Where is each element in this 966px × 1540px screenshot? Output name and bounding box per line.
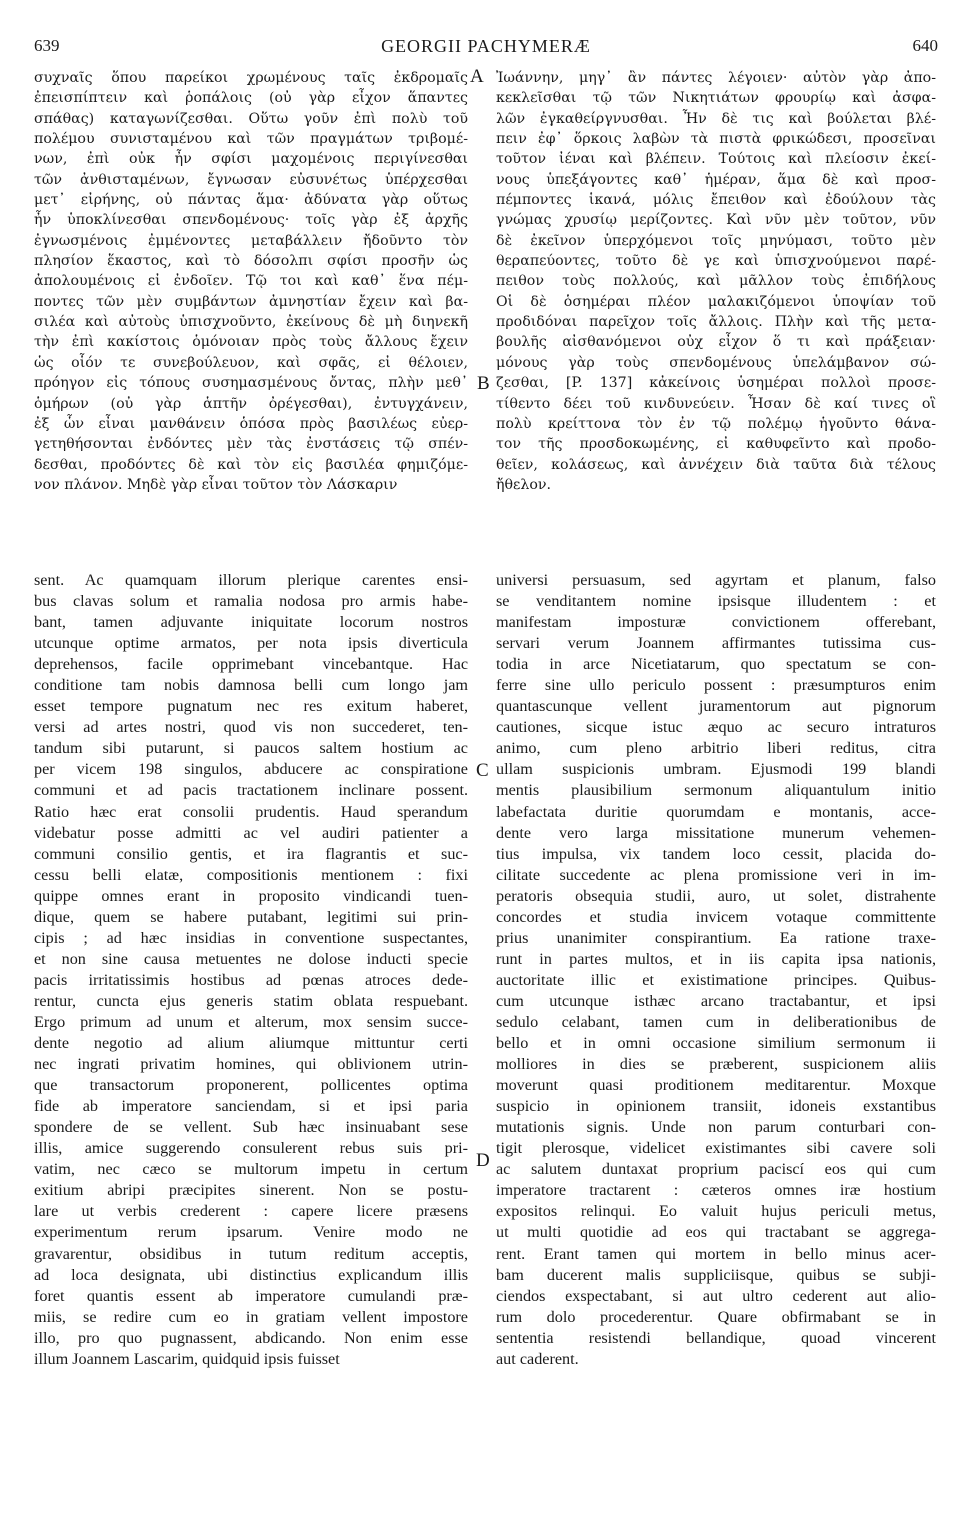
text-line: videbatur posse admitti ac vel audiri patienter a [34,823,468,842]
text-line: μετ᾽ εἰρήνης, οὐ πάντας ἅμα· ἀδύνατα γὰρ οὕτως [34,192,468,209]
text-line: bam ducerent malis suppliciisque, quibus se subji- [496,1265,936,1284]
text-line: ciendos exspectabant, si aut ultro cederent aut alio- [496,1286,936,1305]
text-line: mentis plausibilium sermonum aliquantulum initio [496,781,936,800]
text-line: μόνους γὰρ τοὺς σπενδομένους ὑπελάμβανον σώ- [496,354,936,371]
text-line: tandum sibi putarunt, si paucos saltem hostium ac [34,739,468,758]
text-line: πρόηγον εἰς τόπους συσημασμένους ὄντας, πλὴν μεθ᾽ [34,375,468,392]
text-line: συχναῖς ὅπου παρείκοι χρωμένους ταῖς ἐκδρομαῖς [34,70,468,86]
text-line: et non sine causa metuentes ne dolose inducti specie [34,949,468,968]
text-line: moverunt quasi proditionem meditarentur. Moxque [496,1076,936,1095]
text-line: τίθεντο δέει τοῦ κινδυνεύειν. Ἦσαν δὲ καί τινες οἳ [496,395,936,412]
text-line: nec ingrati privatim homines, qui oblivionem utrin- [34,1055,468,1074]
text-line: ὡς οἷόν τε συνεβούλευον, καὶ σφᾶς, εἰ θέλοιεν, [34,354,468,371]
text-line: cautiones, sicque istuc æquo ac securo intraturos [496,718,936,737]
text-line: quippe omnes erant in proposito vindicandi tuen- [34,886,468,905]
text-line: προδιδόναι παρεῖχον τοῖς ἄλλοις. Πλὴν καὶ τῆς μετα- [496,314,936,331]
text-line: τον τῆς προσδοκωμένης, εἰ καθυφεῖντο καὶ προδο- [496,436,936,453]
text-line: νων, ἐπὶ οὐκ ἦν σφίσι μαχομένοις περιγίνεσθαι [34,151,468,168]
text-line: spondere de se vellent. Sub hæc insinuabant sese [34,1118,468,1137]
text-line: lare ut verbis crederent : capere licere præsens [34,1202,468,1221]
text-line: dique, quem se habere putabant, legitimi sui prin- [34,907,468,926]
text-line: bant, tamen adjuvante iniquitate locorum nostros [34,613,468,632]
text-line: ἐξ ὧν εἶναι μανθάνειν ὁπόσα πρὸς βασιλέως εὐερ- [34,415,468,432]
text-line: rum dolo procederentur. Quare obfirmabant se in [496,1307,936,1326]
text-line: γετηθήσονται ἐνδόντες μὲν τὰς ἐνστάσεις τῷ σπέν- [34,436,468,453]
text-line: que transactorum proponerent, pollicentes optima [34,1076,468,1095]
text-line: quantascunque vellent juramentorum aut pignorum [496,697,936,716]
text-line: γνώμας χρυσίῳ μερίζοντες. Καὶ νῦν μὲν τοῦτον, νῦν [496,212,936,229]
text-line: τὴν ἐπὶ κακίστοις ὁμόνοιαν πρὸς τοὺς ἄλλους ἔχειν [34,334,468,351]
text-line: ferre sine ullo periculo possent : præsumpturos enim [496,676,936,695]
text-line: ἤθελον. [496,476,552,493]
text-line: exitium abripi præcipites sinerent. Non se postu- [34,1181,468,1200]
text-line: cessu belli elatæ, compositionis mentionem : fixi [34,865,468,884]
text-line: vatim, nec cæco se multorum impetu in certum [34,1160,468,1179]
text-line: illum Joannem Lascarim, quidquid ipsis fuisset [34,1349,340,1368]
text-line: communi consilio gentis, et ira flagrantis et suc- [34,844,468,863]
text-line: ac salutem duntaxat proprium paciscí eos qui cum [496,1160,936,1179]
text-line: νον πλάνον. Μηδὲ γὰρ εἶναι τοῦτον τὸν Λάσκαριν [34,476,398,493]
text-line: sententia resistendi bellandique, quoad vincerent [496,1328,936,1347]
text-line: se venditantem nomine ipsisque illudentem : et [496,592,936,611]
text-line: θεῖεν, κολάσεως, καὶ ἀννέχειν διὰ ταῦτα διὰ τέλους [496,456,936,473]
text-line: fide ab imperatore sanciendam, si et ipsi paria [34,1097,468,1116]
text-line: molliores in dies se præberent, suspicionem aliis [496,1055,936,1074]
text-line: Ἰωάννην, μηγ᾽ ἂν πάντες λέγοιεν· αὐτὸν γὰρ ἀπο- [496,70,936,86]
text-line: conditione tam nobis damnosa belli cum longo jam [34,676,468,695]
text-line: pacis irritatissimis hostibus ad pœnas atroces dede- [34,970,468,989]
text-line: rent. Erant tamen qui mortem in bello minus acer- [496,1244,936,1263]
margin-marker-d: D [476,1150,490,1171]
text-line: Ergo primum ad unum et alterum, mox sensim succe- [34,1012,468,1031]
text-line: τοῦτον ἰέναι καὶ βλέπειν. Τούτοις καὶ πλείοσιν ἐκεί- [496,151,936,168]
text-line: gravarentur, obsidibus in tutum reditum acceptis, [34,1244,468,1263]
latin-text-right-column [496,570,936,1370]
text-line: πειθον τοὺς πολλούς, καὶ μᾶλλον τοὺς ἐπιδήλους [496,273,936,290]
text-line: per vicem 198 singulos, abducere ac conspiratione [34,760,468,779]
text-line: πολέμου συνισταμένου καὶ τῶν πραγμάτων τριβομέ- [34,131,468,148]
text-line: νους ὑπεξάγοντες καθ᾽ ἡμέραν, ἅμα δὲ καὶ προσ- [496,171,936,188]
text-line: dente vero larga missitatione munerum vehemen- [496,823,936,842]
text-line: πολὺ κρείττονα τὸν ἐν τῷ πολέμῳ ἡγοῦντο θάνα- [496,415,936,432]
text-line: σπάθας) καταγωνίζεσθαι. Οὕτω γοῦν ἐπὶ πολὺ τοῦ [34,110,468,127]
text-line: tius impulsa, vix tandem loco cessit, placida do- [496,844,936,863]
text-line: ποντες τῶν μὲν συμβάντων ἀμνηστίαν ἔχειν καὶ βα- [34,293,468,310]
page-header [34,36,938,60]
text-line: peratoris obsequia studii, auro, ut solet, distrahente [496,886,936,905]
text-line: σιλέα καὶ αὐτοὺς ὑπισχνοῦντο, ἐκείνους δὲ μὴ διηνεκῆ [34,314,468,331]
text-line: ut multi quotidie ad eos qui tractabant se aggrega- [496,1223,936,1242]
text-line: prius unanimiter conspirantium. Ea ratione traxe- [496,928,936,947]
text-line: todia in arce Nicetiatarum, quo spectatum se con- [496,655,936,674]
text-line: experimentum rerum ipsarum. Venire modo ne [34,1223,468,1242]
text-line: cipis ; ad hæc insidias in conventione suspectantes, [34,928,468,947]
text-line: cilitate succedente ac plena promissione veri in im- [496,865,936,884]
text-line: versi ad artes nostri, quod vis non succederet, ten- [34,718,468,737]
text-line: Ratio hæc erat consolii prudentis. Haud sperandum [34,802,468,821]
greek-text-right-column [496,68,936,495]
text-line: ad loca designata, ubi distinctius explicandum illis [34,1265,468,1284]
text-line: πέμποντες ἱκανά, μόλις ἔπειθον καὶ ἐδούλουν τὰς [496,192,936,209]
text-line: deprehensos, facile opprimebant vincebantque. Hac [34,655,468,674]
text-line: ἐπεισπίπτειν καὶ ῥοπάλοις (οὐ γὰρ εἶχον ἅπαντες [34,90,468,107]
text-line: bus clavas solum et ramalia nodosa pro armis habe- [34,592,468,611]
text-line: ζεσθαι, [P. 137] κἀκείνοις ὑσημέραι πολλοὶ προσε- [496,375,936,392]
text-line: concordes et studia invicem votaque committente [496,907,936,926]
text-line: κεκλεῖσθαι τῷ τῶν Νικητιάτων φρουρίῳ καὶ ἀσφα- [496,90,936,107]
text-line: labefactata duritie quorumdam e montanis, acce- [496,802,936,821]
text-line: suspicio in opinionem transiit, idoneis exstantibus [496,1097,936,1116]
margin-marker-a: A [470,66,484,87]
text-line: ἀπολουμένοις εἰ ἐνδοῖεν. Τῷ τοι καὶ καθ᾽ ἕνα πέμ- [34,273,468,290]
latin-text-left-column [34,570,468,1370]
text-line: animo, cum pleno arbitrio liberi reditus, citra [496,739,936,758]
text-line: tigit plerosque, videlicet existimantes sibi cavere soli [496,1139,936,1158]
text-line: mutationis signis. Unde non parum conturbari con- [496,1118,936,1137]
greek-text-left-column [34,68,468,495]
text-line: manifestam imposturæ convictionem offerebant, [496,613,936,632]
text-line: sedulo celabant, tamen cum in deliberationibus de [496,1012,936,1031]
text-line: sent. Ac quamquam illorum plerique carentes ensi- [34,571,468,589]
text-line: πλησίον ἕκαστος, καὶ τὸ δόσολπι σφίσι προσῆν ὡς [34,253,468,270]
text-line: auctoritate illic et existimatione principes. Quibus- [496,970,936,989]
right-page-number: 640 [912,36,938,55]
text-line: ἐγνωσμένοις ἐμμένοντες μεταβάλλειν ἤδοῦντο τὸν [34,232,468,249]
text-line: ὁμήρων (οὐ γὰρ ἁπτῆν ὀρέγεσθαι), ἐντυγχάνειν, [34,395,468,412]
margin-marker-c: C [476,760,489,781]
margin-marker-b: B [477,373,490,394]
left-page-number: 639 [34,36,60,55]
text-line: illis, amice suggerendo consulerent rebus suis pri- [34,1139,468,1158]
text-line: miis, se redire cum eo in gratiam vellent impostore [34,1307,468,1326]
text-line: rentur, cuncta ejus generis statim oblata respuebant. [34,991,468,1010]
text-line: βουλῆς αἰσθανόμενοι οὐχ εἶχον ὅ τι καὶ πράξειαν· [496,334,936,351]
text-line: expositos relinqui. Eo valuit hujus periculi metus, [496,1202,936,1221]
text-line: δὲ ἐκεῖνον ὑπερχόμενοι τοῖς μηνύμασι, τοῦτο μὲν [496,232,936,249]
text-line: τῶν ἀνθισταμένων, ἔγνωσαν εὐσυνέτως ὑπέρχεσθαι [34,171,468,188]
text-line: πειν ἐφ᾽ ὅρκοις λαβὼν τὰ πιστὰ φρικώδεσι, προσεῖναι [496,131,936,148]
text-line: utcunque optime armatos, per nota ipsis diverticula [34,634,468,653]
text-line: Οἱ δὲ ὁσημέραι πλέον μαλακιζόμενοι ὑποψίαν τοῦ [496,293,936,310]
text-line: universi persuasum, sed agyrtam et planum, falso [496,571,936,589]
text-line: servari verum Joannem affirmantes tutissima cus- [496,634,936,653]
text-line: dente negotio ad alium aliumque mittuntur certi [34,1034,468,1053]
text-line: ullam suspicionis umbram. Ejusmodi 199 blandi [496,760,936,779]
text-line: communi et ad pacis tractationem inclinare possent. [34,781,468,800]
text-line: aut caderent. [496,1349,579,1368]
text-line: esset tempore pugnatum nec res exitum haberet, [34,697,468,716]
text-line: θεραπεύοντες, τοῦτο δὲ γε καὶ ὑπισχνούμενοι παρέ- [496,253,936,270]
text-line: illo, pro quo pugnassent, abdicando. Non enim esse [34,1328,468,1347]
text-line: runt in partes multos, et in iis capita ipsa nationis, [496,949,936,968]
text-line: cum utcunque isthæc arcano tractabantur, et ipsi [496,991,936,1010]
text-line: imperatore tractarent : cæteros omnes iræ hostium [496,1181,936,1200]
text-line: foret quantis essent ab imperatore cumulandi præ- [34,1286,468,1305]
text-line: λῶν ἐγκαθείργνυσθαι. Ἦν δὲ τις καὶ βούλεται βλέ- [496,110,936,127]
text-line: δεσθαι, προδόντες δὲ καὶ τὸν εἰς βασιλέα φημιζόμε- [34,456,468,473]
text-line: bello et in omni occasione similium sermonum ii [496,1034,936,1053]
text-line: ἦν ὑποκλίνεσθαι σπενδομένους· τοῖς γὰρ ἐξ ἀρχῆς [34,212,468,229]
running-title: GEORGII PACHYMERÆ [381,36,591,56]
